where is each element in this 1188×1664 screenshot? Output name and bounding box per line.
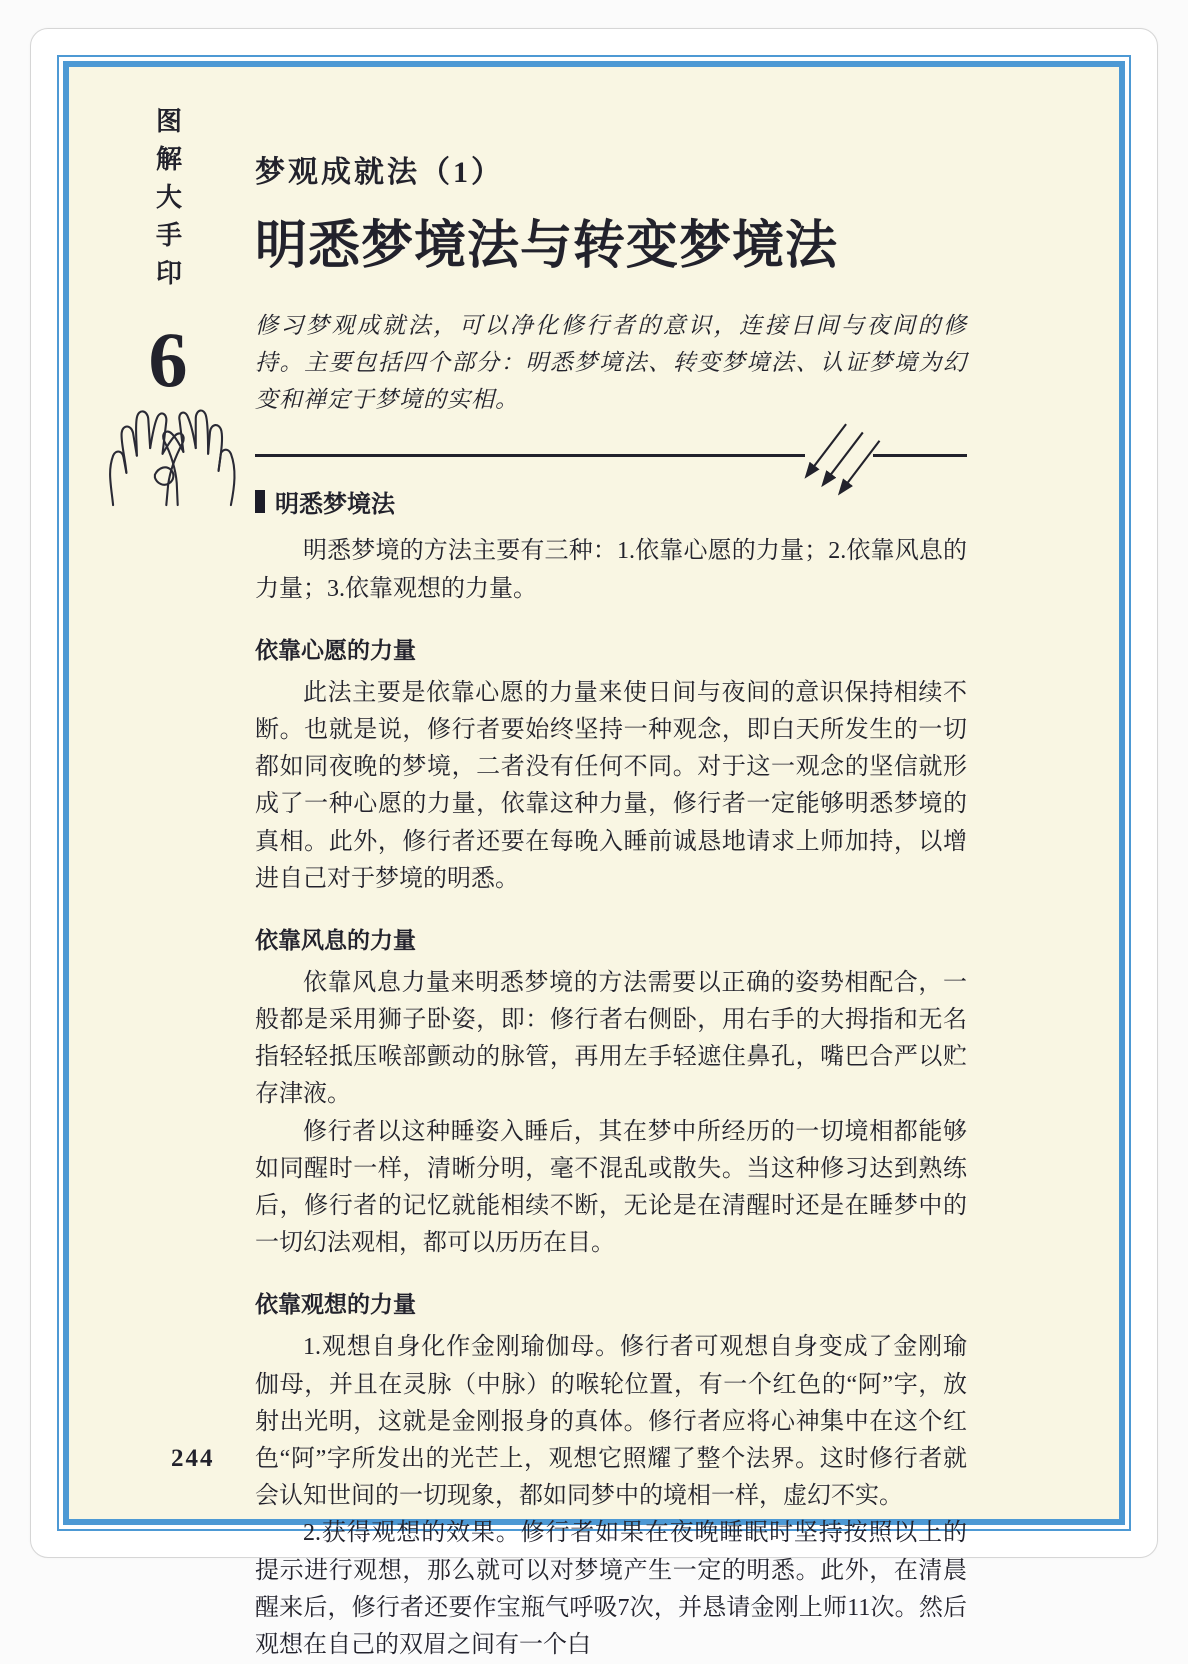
arrows-icon <box>791 422 897 516</box>
intro-text: 修习梦观成就法，可以净化修行者的意识，连接日间与夜间的修持。主要包括四个部分：明悉梦境法、转变梦境法、认证梦境为幻变和禅定于梦境的实相。 <box>255 313 967 412</box>
subsection-heading-breath: 依靠风息的力量 <box>255 927 416 953</box>
section-heading: 明悉梦境法 <box>275 491 395 519</box>
chapter-sidebar <box>105 107 231 507</box>
chapter-kicker: 梦观成就法（1） <box>255 156 504 189</box>
chapter-number: 6 <box>148 316 188 403</box>
subsection-heading-willpower: 依靠心愿的力量 <box>255 637 416 663</box>
section-lead-paragraph: 明悉梦境的方法主要有三种：1.依靠心愿的力量；2.依靠风息的力量；3.依靠观想的力量。 <box>255 538 967 602</box>
section-divider <box>255 454 967 458</box>
paragraph: 1.观想自身化作金刚瑜伽母。修行者可观想自身变成了金刚瑜伽母，并且在灵脉（中脉）的喉轮位置，有一个红色的“阿”字，放射出光明，这就是金刚报身的真体。修行者应将心神集中在这个红色“阿”字所发出的光芒上，观想它照耀了整个法界。这时修行者就会认知世间的一切现象，都如同梦中的境相一样，虚幻不实。 <box>255 1334 967 1510</box>
book-page <box>30 28 1158 1658</box>
page-frame-inner <box>63 61 1125 1658</box>
page-body <box>255 67 967 1664</box>
paragraph: 依靠风息力量来明悉梦境的方法需要以正确的姿势相配合，一般都是采用狮子卧姿，即：修行者右侧卧，用右手的大拇指和无名指轻轻抵压喉部颤动的脉管，再用左手轻遮住鼻孔，嘴巴合严以贮存津液。 <box>255 969 967 1108</box>
paragraph: 2.获得观想的效果。修行者如果在夜晚睡眠时坚持按照以上的提示进行观想，那么就可以对梦境产生一定的明悉。此外，在清晨醒来后，修行者还要作宝瓶气呼吸7次，并恳请金刚上师11次。然后观想在自己的双眉之间有一个白 <box>255 1520 967 1658</box>
page-number: 244 <box>171 1445 215 1472</box>
page-frame-outer <box>57 55 1131 1658</box>
section-marker-icon <box>255 490 265 513</box>
mudra-hands-illustration <box>105 393 239 507</box>
paragraph: 修行者以这种睡姿入睡后，其在梦中所经历的一切境相都能够如同醒时一样，清晰分明，毫不混乱或散失。当这种修习达到熟练后，修行者的记忆就能相续不断，无论是在清醒时还是在睡梦中的一切幻法观相，都可以历历在目。 <box>255 1118 967 1257</box>
page-title: 明悉梦境法与转变梦境法 <box>255 218 839 275</box>
series-title: 图解大手印 <box>152 107 183 297</box>
subsection-heading-visualization: 依靠观想的力量 <box>255 1292 416 1318</box>
divider-line-left <box>255 454 805 457</box>
paragraph: 此法主要是依靠心愿的力量来使日间与夜间的意识保持相续不断。也就是说，修行者要始终坚持一种观念，即白天所发生的一切都如同夜晚的梦境，二者没有任何不同。对于这一观念的坚信就形成了一种心愿的力量，依靠这种力量，修行者一定能够明悉梦境的真相。此外，修行者还要在每晚入睡前诚恳地请求上师加持，以增进自己对于梦境的明悉。 <box>255 679 967 892</box>
